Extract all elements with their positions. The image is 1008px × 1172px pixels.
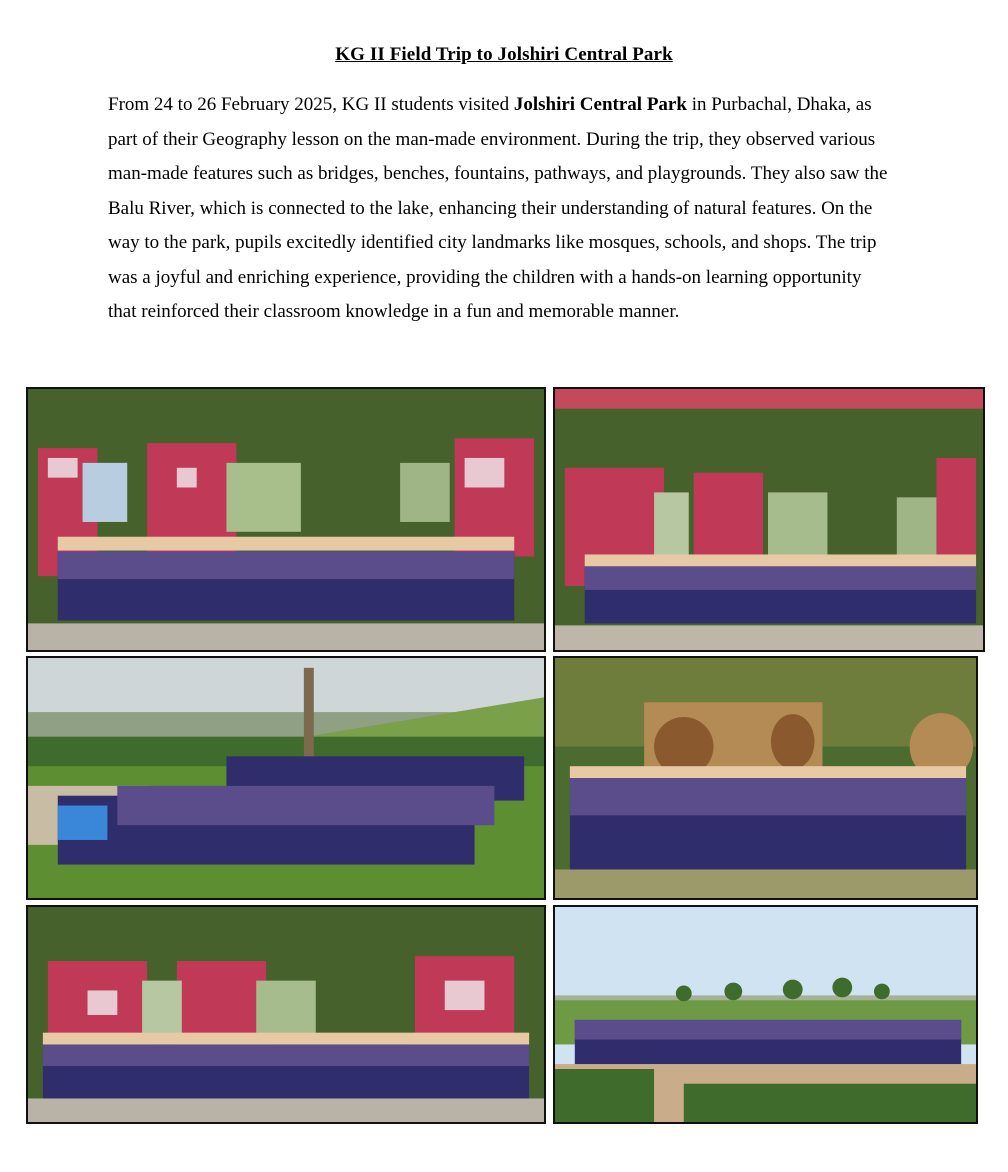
description-text-end: in Purbachal, Dhaka, as part of their Geography lesson on the man-made environment. During the trip, they observed various man-made features such as bridges, benches, fountains, pathways, and playgrounds. They also saw the Balu River, which is connected to the lake, enhancing their understanding of natural features. On the way to the park, pupils excitedly identified city landmarks like mosques, schools, and shops. The trip was a joyful and enriching experience, providing the children with a hands-on learning opportunity that reinforced their classroom knowledge in a fun and memorable manner. xyxy=(108,94,888,322)
photo-flower-wall-group-3 xyxy=(26,905,546,1124)
park-name: Jolshiri Central Park xyxy=(513,94,687,115)
photo-flower-wall-group-2 xyxy=(553,387,985,652)
trip-description xyxy=(108,88,888,330)
photo-park-landscape-group xyxy=(553,905,978,1124)
page-title: KG II Field Trip to Jolshiri Central Park xyxy=(335,44,673,65)
photo-wooden-doors-group xyxy=(553,656,978,900)
photo-flower-wall-group-1 xyxy=(26,387,546,652)
photo-students-on-grass xyxy=(26,656,546,900)
description-text-start: From 24 to 26 February 2025, KG II students visited xyxy=(108,94,514,115)
